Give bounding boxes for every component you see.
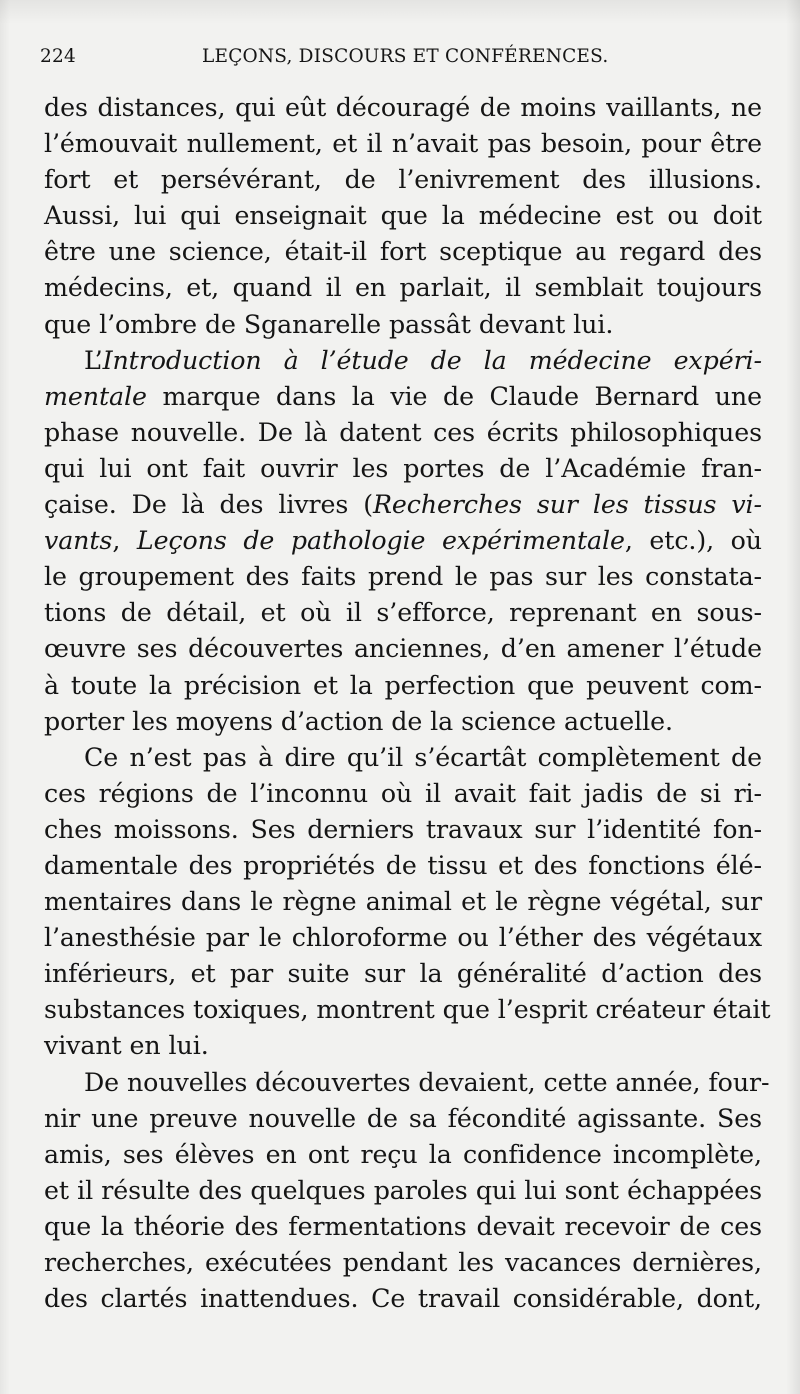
text-segment: ches moissons. Ses derniers travaux sur l’identité fon- bbox=[44, 814, 762, 844]
page-number: 224 bbox=[40, 46, 76, 67]
text-line bbox=[44, 1101, 762, 1137]
text-line bbox=[44, 848, 762, 884]
text-line bbox=[44, 1173, 762, 1209]
text-line bbox=[44, 920, 762, 956]
text-segment: marque dans la vie de Claude Bernard une bbox=[146, 381, 762, 411]
text-segment: des distances, qui eût découragé de moins vaillants, ne bbox=[44, 93, 762, 122]
text-segment: l’anesthésie par le chloroforme ou l’éther des végétaux bbox=[44, 923, 762, 953]
text-line bbox=[44, 234, 762, 270]
text-line bbox=[44, 740, 762, 776]
text-segment: , bbox=[112, 526, 137, 556]
text-segment: l’émouvait nullement, et il n’avait pas besoin, pour être bbox=[44, 129, 762, 159]
text-line bbox=[44, 1209, 762, 1245]
text-line bbox=[44, 162, 762, 198]
italic-text: mentale bbox=[44, 381, 147, 411]
text-segment: à toute la précision et la perfection que peuvent com- bbox=[44, 670, 762, 700]
text-line bbox=[44, 1245, 762, 1281]
text-line bbox=[44, 776, 762, 812]
text-line bbox=[44, 559, 762, 595]
text-segment: médecins, et, quand il en parlait, il semblait toujours bbox=[44, 273, 762, 303]
text-segment: fort et persévérant, de l’enivrement des illusions. bbox=[44, 165, 762, 195]
text-line bbox=[44, 487, 762, 523]
text-segment: L’ bbox=[84, 345, 103, 375]
text-segment: Ce n’est pas à dire qu’il s’écartât complètement de bbox=[84, 742, 762, 772]
text-line bbox=[44, 704, 762, 740]
text-segment: inférieurs, et par suite sur la généralité d’action des bbox=[44, 959, 762, 989]
page-header bbox=[40, 44, 740, 76]
text-segment: mentaires dans le règne animal et le règne végétal, sur bbox=[44, 887, 762, 917]
text-segment: œuvre ses découvertes anciennes, d’en amener l’étude bbox=[44, 634, 762, 664]
text-segment: le groupement des faits prend le pas sur les constata- bbox=[44, 562, 762, 592]
text-segment: et il résulte des quelques paroles qui lui sont échappées bbox=[44, 1175, 762, 1205]
text-segment: qui lui ont fait ouvrir les portes de l’Académie fran- bbox=[44, 453, 762, 483]
text-line bbox=[44, 126, 762, 162]
text-line bbox=[44, 812, 762, 848]
text-line bbox=[44, 343, 762, 379]
text-segment: substances toxiques, montrent que l’esprit créateur était bbox=[44, 995, 771, 1025]
text-line bbox=[44, 415, 762, 451]
text-line bbox=[44, 1137, 762, 1173]
text-segment: ces régions de l’inconnu où il avait fait jadis de si ri- bbox=[44, 778, 762, 808]
text-line bbox=[44, 90, 762, 126]
text-line bbox=[44, 451, 762, 487]
text-line bbox=[44, 884, 762, 920]
text-segment: porter les moyens d’action de la science actuelle. bbox=[44, 706, 673, 736]
text-line bbox=[44, 1028, 762, 1064]
text-line bbox=[44, 631, 762, 667]
text-segment: que l’ombre de Sganarelle passât devant lui. bbox=[44, 309, 614, 339]
italic-text: Recherches sur les tissus vi- bbox=[372, 490, 762, 520]
text-segment: , etc.), où bbox=[624, 526, 762, 556]
text-segment: amis, ses élèves en ont reçu la confidence incomplète, bbox=[44, 1139, 762, 1169]
text-line bbox=[44, 992, 771, 1028]
italic-text: vants bbox=[44, 526, 113, 556]
italic-text: Leçons de pathologie expérimentale bbox=[136, 526, 625, 556]
text-segment: Aussi, lui qui enseignait que la médecine est ou doit bbox=[44, 201, 762, 231]
text-line bbox=[44, 270, 762, 306]
text-segment: recherches, exécutées pendant les vacances dernières, bbox=[44, 1248, 762, 1277]
text-segment: damentale des propriétés de tissu et des fonctions élé- bbox=[44, 850, 762, 880]
text-segment: être une science, était-il fort sceptique au regard des bbox=[44, 237, 762, 267]
text-line bbox=[44, 956, 762, 992]
text-segment: que la théorie des fermentations devait recevoir de ces bbox=[44, 1211, 762, 1241]
body-text bbox=[44, 90, 771, 1317]
running-title: LEÇONS, DISCOURS ET CONFÉRENCES. bbox=[202, 46, 609, 67]
text-line bbox=[44, 523, 762, 559]
text-segment: De nouvelles découvertes devaient, cette année, four- bbox=[84, 1067, 770, 1097]
text-segment: tions de détail, et où il s’efforce, reprenant en sous- bbox=[44, 598, 762, 628]
text-segment: çaise. De là des livres ( bbox=[44, 490, 373, 520]
text-line bbox=[44, 379, 762, 415]
text-line bbox=[44, 307, 762, 343]
text-line bbox=[44, 668, 762, 704]
text-line bbox=[44, 198, 762, 234]
text-segment: phase nouvelle. De là datent ces écrits philosophiques bbox=[44, 417, 762, 447]
text-line bbox=[44, 1281, 762, 1317]
text-segment: vivant en lui. bbox=[44, 1031, 209, 1061]
text-line bbox=[44, 1065, 770, 1101]
italic-text: Introduction à l’étude de la médecine expéri- bbox=[102, 345, 762, 375]
text-line bbox=[44, 595, 762, 631]
text-segment: nir une preuve nouvelle de sa fécondité agissante. Ses bbox=[44, 1103, 762, 1133]
text-segment: des clartés inattendues. Ce travail considérable, dont, bbox=[44, 1284, 762, 1314]
